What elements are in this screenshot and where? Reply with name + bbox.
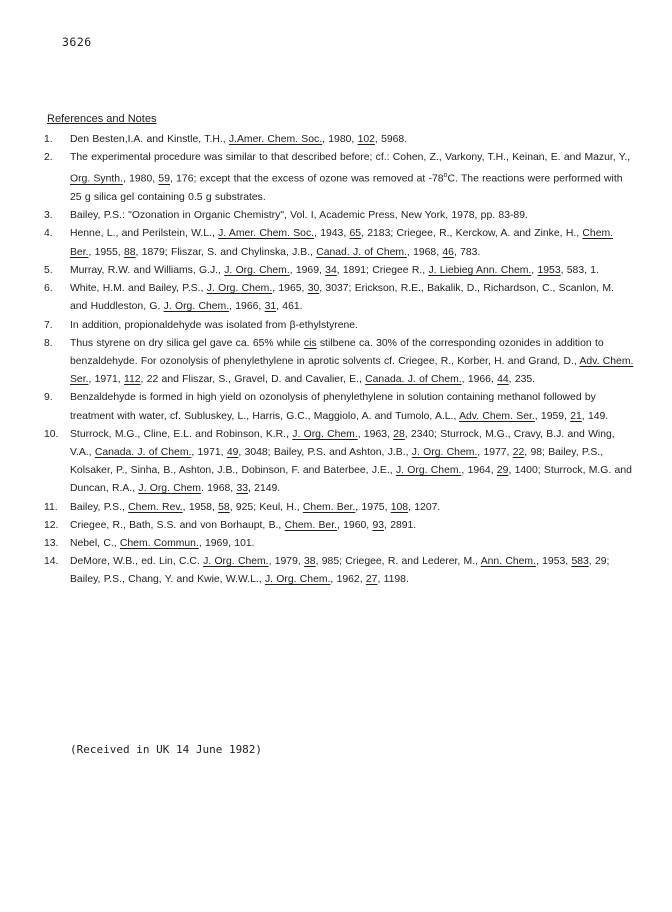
reference-item bbox=[44, 225, 634, 261]
citation-text: , 1975, bbox=[355, 501, 391, 513]
citation-text: , 1969, 101. bbox=[198, 537, 255, 549]
citation-emphasis: 31 bbox=[264, 301, 277, 313]
reference-number: 11. bbox=[44, 501, 58, 513]
citation-text: , 783. bbox=[453, 246, 481, 258]
citation-text: , 2183; Criegee, R., Kerckow, A. and Zinke, H., bbox=[361, 228, 583, 240]
citation-emphasis: Chem. Ber. bbox=[70, 228, 614, 258]
citation-text: , 1980, bbox=[122, 173, 159, 185]
citation-text: C. The reactions were performed with 25 g silica gel containing 0.5 g substrates. bbox=[70, 173, 623, 204]
citation-text: , 925; Keul, H., bbox=[229, 501, 303, 513]
citation-text: , 985; Criegee, R. and Lederer, M., bbox=[315, 556, 481, 568]
reference-number: 7. bbox=[44, 319, 53, 331]
citation-text: , 461. bbox=[276, 301, 303, 313]
citation-emphasis: Org. Synth. bbox=[70, 173, 123, 185]
citation-emphasis: 1953 bbox=[537, 264, 561, 276]
citation-text: , 98; Bailey, P.S., Kolsaker, P., Sinha, B., Ashton, J.B., Dobinson, F. and Baterbee, J.E., bbox=[70, 446, 604, 477]
citation-text: , 1971, bbox=[191, 446, 227, 458]
reference-number: 3. bbox=[44, 210, 53, 222]
reference-text bbox=[70, 225, 634, 261]
citation-emphasis: Canada. J. of Chem. bbox=[365, 374, 462, 386]
citation-emphasis: Chem. Commun. bbox=[119, 537, 199, 549]
citation-text: , 5968. bbox=[374, 134, 408, 145]
citation-text: Bailey, P.S., bbox=[70, 501, 129, 513]
citation-text: , 1962, bbox=[330, 574, 366, 586]
citation-emphasis: Chem. Ber. bbox=[302, 501, 356, 513]
citation-text: The experimental procedure was similar to that described before; cf.: Cohen, Z., Varkony, T.H., Keinan, E. and Mazur, Y., bbox=[70, 152, 631, 164]
reference-text bbox=[70, 335, 634, 390]
citation-text: , 1965, bbox=[272, 283, 308, 295]
citation-emphasis: 30 bbox=[307, 283, 320, 295]
citation-emphasis: Chem. Rev. bbox=[128, 501, 183, 513]
reference-item bbox=[44, 149, 634, 207]
received-date: (Received in UK 14 June 1982) bbox=[70, 743, 263, 756]
citation-text: , 176; except that the excess of ozone was removed at -78 bbox=[169, 173, 444, 185]
citation-text: stilbene ca. 30% of the corresponding ozonides in addition to benzaldehyde. For ozonolysis of phenylethylene in aprotic solvents cf. Criegee, R., Korber, H. and Grand, D., bbox=[70, 337, 604, 367]
citation-emphasis: J. Org. Chem. bbox=[411, 446, 478, 458]
citation-emphasis: 27 bbox=[365, 574, 378, 586]
citation-text: , 1971, bbox=[88, 374, 124, 386]
citation-text: , 1966, bbox=[461, 374, 498, 386]
citation-text: , 1960, bbox=[336, 519, 373, 531]
citation-text: , 1963, bbox=[357, 428, 394, 440]
citation-emphasis: 58 bbox=[218, 501, 230, 513]
citation-text: Henne, L., and Perilstein, W.L., bbox=[70, 228, 219, 240]
reference-item bbox=[44, 389, 634, 425]
citation-text: , 1964, bbox=[461, 465, 497, 477]
citation-text: Nebel, C., bbox=[70, 537, 120, 549]
citation-emphasis: 33 bbox=[236, 483, 248, 495]
citation-emphasis: 583 bbox=[571, 556, 589, 568]
reference-number: 12. bbox=[44, 519, 59, 531]
reference-number: 4. bbox=[44, 228, 53, 240]
citation-emphasis: J. Org. Chem. bbox=[203, 556, 269, 568]
reference-text bbox=[70, 131, 634, 149]
citation-emphasis: 49 bbox=[226, 446, 239, 458]
citation-emphasis: 34 bbox=[325, 264, 337, 276]
citation-emphasis: Ann. Chem. bbox=[480, 556, 536, 568]
citation-emphasis: J. Org. Chem. bbox=[264, 574, 331, 586]
reference-item bbox=[44, 280, 634, 316]
reference-text bbox=[70, 389, 634, 425]
citation-text: Criegee, R., Bath, S.S. and von Borhaupt, B., bbox=[70, 519, 285, 531]
citation-text: , 1980, bbox=[322, 134, 358, 145]
citation-emphasis: cis bbox=[303, 337, 317, 349]
reference-number: 5. bbox=[44, 264, 53, 276]
citation-text: , 29; Bailey, P.S., Chang, Y. and Kwie, W.W.L., bbox=[70, 556, 610, 586]
citation-emphasis: J. Liebieg Ann. Chem. bbox=[428, 264, 532, 276]
reference-number: 1. bbox=[44, 134, 53, 145]
citation-emphasis: J. Org. Chem. bbox=[206, 283, 273, 295]
citation-text: , 1891; Criegee R., bbox=[336, 264, 429, 276]
citation-text: White, H.M. and Bailey, P.S., bbox=[70, 283, 207, 295]
reference-item bbox=[44, 131, 634, 149]
citation-emphasis: 59 bbox=[158, 173, 170, 185]
citation-text: , 3037; Erickson, R.E., Bakalik, D., Richardson, C., Scanlon, M. and Huddleston, G. bbox=[70, 283, 614, 313]
citation-text: , 1977, bbox=[477, 446, 513, 458]
citation-text: Bailey, P.S.: "Ozonation in Organic Chemistry", Vol. I, Academic Press, New York, 1978, pp. 83-89. bbox=[70, 210, 528, 222]
reference-item bbox=[44, 335, 634, 390]
citation-emphasis: Adv. Chem. Ser. bbox=[70, 355, 634, 386]
citation-emphasis: Canada. J. of Chem. bbox=[94, 446, 192, 458]
citation-emphasis: 28 bbox=[393, 428, 405, 440]
citation-text: , 1198. bbox=[377, 574, 409, 586]
reference-text bbox=[70, 426, 634, 499]
citation-text: , 1879; Fliszar, S. and Chylinska, J.B., bbox=[135, 246, 317, 258]
citation-emphasis: 29 bbox=[496, 465, 509, 477]
citation-text: , 2340; Sturrock, M.G., Cravy, B.J. and Wing, V.A., bbox=[70, 428, 615, 458]
citation-text: Murray, R.W. and Williams, G.J., bbox=[70, 264, 225, 276]
citation-emphasis: J. Org. Chem. bbox=[292, 428, 358, 440]
citation-emphasis: Chem. Ber. bbox=[284, 519, 337, 531]
citation-text: o bbox=[443, 172, 448, 180]
reference-item bbox=[44, 262, 634, 280]
reference-number: 6. bbox=[44, 283, 53, 295]
citation-text: , 1958, bbox=[182, 501, 219, 513]
citation-text: , 2149. bbox=[248, 483, 281, 495]
citation-text: , 1955, bbox=[88, 246, 124, 258]
citation-emphasis: 108 bbox=[390, 501, 409, 513]
citation-text: Benzaldehyde is formed in high yield on ozonolysis of phenylethylene in solution containing methanol followed by treatment with water, cf. Subluskey, L., Harris, G.C., Maggiolo, A. and Tumolo, A.L., bbox=[70, 392, 596, 422]
references-heading: References and Notes bbox=[47, 113, 157, 125]
citation-emphasis: 112 bbox=[123, 374, 141, 386]
reference-number: 2. bbox=[44, 152, 53, 164]
reference-text bbox=[70, 262, 634, 280]
citation-text: , 3048; Bailey, P.S. and Ashton, J.B., bbox=[238, 446, 412, 458]
citation-emphasis: J. Org. Chem. bbox=[224, 264, 290, 276]
citation-text: , 1207. bbox=[408, 501, 441, 513]
reference-text bbox=[70, 317, 634, 335]
reference-number: 13. bbox=[44, 537, 59, 549]
citation-text: , bbox=[531, 264, 538, 276]
reference-text bbox=[70, 149, 634, 207]
reference-text bbox=[70, 280, 634, 316]
reference-item bbox=[44, 535, 634, 553]
reference-number: 8. bbox=[44, 337, 53, 349]
reference-item bbox=[44, 553, 634, 589]
reference-item bbox=[44, 517, 634, 535]
citation-emphasis: J. Org. Chem. bbox=[163, 301, 230, 313]
citation-text: Sturrock, M.G., Cline, E.L. and Robinson, K.R., bbox=[70, 428, 293, 440]
citation-text: , 1959, bbox=[534, 410, 571, 422]
citation-text: , 1966, bbox=[229, 301, 265, 313]
citation-emphasis: 44 bbox=[497, 374, 509, 386]
citation-emphasis: 38 bbox=[304, 556, 316, 568]
citation-emphasis: J. Org. Chem. bbox=[395, 465, 462, 477]
citation-text: , 1953, bbox=[535, 556, 572, 568]
citation-text: In addition, propionaldehyde was isolated from β-ethylstyrene. bbox=[70, 319, 358, 331]
reference-item bbox=[44, 499, 634, 517]
citation-emphasis: 46 bbox=[442, 246, 454, 258]
citation-emphasis: J. Amer. Chem. Soc. bbox=[218, 228, 315, 240]
reference-number: 10. bbox=[44, 428, 59, 440]
citation-text: Den Besten,I.A. and Kinstle, T.H., bbox=[70, 134, 229, 145]
citation-emphasis: Canad. J. of Chem. bbox=[316, 246, 407, 258]
page-number: 3626 bbox=[62, 35, 92, 49]
citation-text: DeMore, W.B., ed. Lin, C.C. bbox=[70, 556, 204, 568]
citation-emphasis: J. Org. Chem bbox=[138, 483, 201, 495]
citation-emphasis: 93 bbox=[372, 519, 385, 531]
reference-text bbox=[70, 535, 634, 553]
citation-emphasis: 65 bbox=[349, 228, 362, 240]
citation-text: , 1968, bbox=[406, 246, 443, 258]
reference-text bbox=[70, 207, 634, 225]
citation-text: , 1400; Sturrock, M.G. and Duncan, R.A., bbox=[70, 465, 632, 495]
reference-list bbox=[44, 131, 634, 590]
reference-text bbox=[70, 553, 634, 589]
citation-text: , 149. bbox=[581, 410, 609, 422]
citation-emphasis: 21 bbox=[570, 410, 582, 422]
citation-text: Thus styrene on dry silica gel gave ca. 65% while bbox=[70, 337, 304, 349]
citation-emphasis: J.Amer. Chem. Soc. bbox=[228, 134, 323, 145]
citation-emphasis: 102 bbox=[357, 134, 375, 145]
citation-text: , 235. bbox=[508, 374, 536, 386]
reference-text bbox=[70, 499, 634, 517]
reference-number: 14. bbox=[44, 556, 59, 568]
citation-text: . 1968, bbox=[200, 483, 237, 495]
citation-emphasis: 22 bbox=[512, 446, 525, 458]
reference-number: 9. bbox=[44, 392, 53, 404]
reference-item bbox=[44, 317, 634, 335]
citation-emphasis: Adv. Chem. Ser. bbox=[459, 410, 535, 422]
citation-text: , 22 and Fliszar, S., Gravel, D. and Cavalier, E., bbox=[140, 374, 366, 386]
citation-text: , 2891. bbox=[384, 519, 417, 531]
reference-text bbox=[70, 517, 634, 535]
citation-text: , 583, 1. bbox=[560, 264, 599, 276]
citation-text: , 1969, bbox=[289, 264, 326, 276]
citation-emphasis: 88 bbox=[123, 246, 136, 258]
citation-text: , 1979, bbox=[268, 556, 305, 568]
reference-item bbox=[44, 426, 634, 499]
citation-text: , 1943, bbox=[314, 228, 350, 240]
reference-item bbox=[44, 207, 634, 225]
